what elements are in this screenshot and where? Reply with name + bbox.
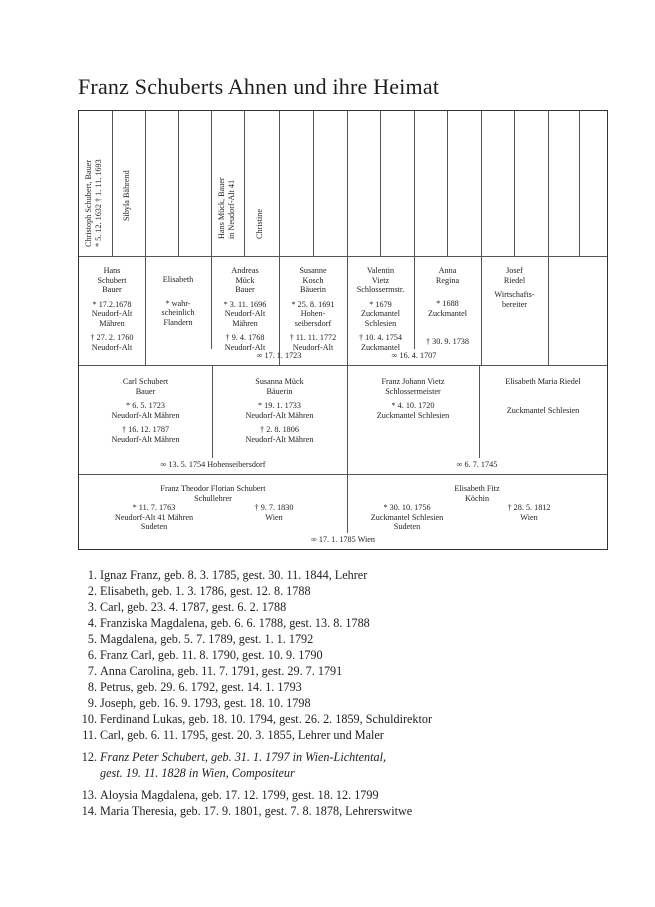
- col-divider: [548, 256, 549, 365]
- item-text: gest. 19. 11. 1828 in Wien, Compositeur: [100, 766, 295, 780]
- text-line: Neudorf-Alt Mähren: [245, 410, 314, 420]
- name-line: Hans Mück, Bauer: [217, 177, 226, 239]
- text-line: Elisabeth Fitz: [454, 484, 500, 493]
- col-divider: [347, 111, 348, 256]
- list-item-franz-peter: [78, 749, 432, 765]
- col-divider: [145, 111, 146, 256]
- list-item: [78, 695, 432, 711]
- text-line: Andreas: [231, 266, 259, 275]
- text-line: bereiter: [502, 299, 527, 309]
- person-elisabeth: [145, 275, 211, 327]
- list-item: [78, 663, 432, 679]
- ancestor-sibyla-bahrend: [122, 170, 132, 221]
- text-line: † 9. 7. 1830: [254, 503, 294, 512]
- list-item: [78, 727, 432, 743]
- item-text: Franz Peter Schubert, geb. 31. 1. 1797 in Wien-Lichtental,: [100, 750, 387, 764]
- text-line: Bauer: [102, 285, 122, 294]
- text-line: Flandern: [163, 317, 193, 327]
- text-line: Vietz: [371, 275, 390, 285]
- text-line: * 25. 8. 1691: [291, 299, 335, 309]
- text-line: Neudorf-Alt Mähren: [111, 434, 180, 444]
- list-item: [78, 615, 432, 631]
- text-line: Susanne: [299, 266, 327, 275]
- text-line: * wahr-: [165, 298, 191, 308]
- text-line: Valentin: [366, 266, 395, 275]
- ancestor-christine: [255, 209, 265, 239]
- children-list: [78, 567, 432, 819]
- row-divider: [79, 256, 607, 257]
- item-number: 2.: [87, 584, 97, 598]
- text-line: Mück: [235, 275, 255, 285]
- list-item: [78, 711, 432, 727]
- text-line: * 1679: [369, 299, 392, 309]
- person-susanna-muck: [212, 377, 347, 444]
- text-line: Hans: [103, 266, 121, 275]
- text-line: Elisabeth Maria Riedel: [505, 377, 581, 386]
- text-line: seibersdorf: [294, 318, 332, 328]
- list-item: [78, 679, 432, 695]
- text-line: Schullehrer: [194, 493, 232, 503]
- person-elisabeth-fitz: [347, 484, 607, 503]
- text-line: Zuckmantel: [360, 309, 401, 318]
- col-divider: [279, 111, 280, 256]
- list-item: [78, 567, 432, 583]
- text-line: Mähren: [99, 318, 125, 328]
- col-divider: [244, 111, 245, 256]
- text-line: † 16. 12. 1787: [121, 425, 170, 434]
- list-item: [78, 803, 432, 819]
- col-divider: [380, 111, 381, 256]
- text-line: Mähren: [232, 318, 258, 328]
- text-line: Bauer: [135, 386, 156, 396]
- item-number: 14.: [81, 804, 97, 818]
- text-line: Zuckmantel: [360, 342, 401, 352]
- item-text: Aloysia Magdalena, geb. 17. 12. 1799, gest. 18. 12. 1799: [100, 788, 379, 802]
- item-text: Anna Carolina, geb. 11. 7. 1791, gest. 29. 7. 1791: [100, 664, 343, 678]
- text-line: Bäuerin: [266, 386, 293, 396]
- person-hans-schubert: [79, 266, 145, 352]
- list-item: [78, 631, 432, 647]
- text-line: Franz Johann Vietz: [381, 377, 445, 386]
- text-line: * 19. 1. 1733: [258, 401, 301, 410]
- col-divider: [514, 111, 515, 256]
- franz-theodor-birth: [79, 503, 229, 532]
- list-item-continuation: [78, 765, 432, 781]
- elisabeth-fitz-death: [479, 503, 579, 522]
- item-number: 4.: [87, 616, 97, 630]
- text-line: Neudorf-Alt Mähren: [245, 434, 314, 444]
- text-line: * 17.2.1678: [92, 299, 132, 309]
- item-number: 3.: [87, 600, 97, 614]
- item-number: 8.: [87, 680, 97, 694]
- text-line: * 1688: [436, 299, 459, 308]
- text-line: Neudorf-Alt: [91, 309, 133, 318]
- item-text: Ignaz Franz, geb. 8. 3. 1785, gest. 30. 11. 1844, Lehrer: [100, 568, 368, 582]
- marriage-date: ∞ 16. 4. 1707: [391, 351, 437, 360]
- text-line: Zuckmantel Schlesien: [376, 410, 450, 420]
- text-line: Hohen-: [300, 309, 326, 318]
- item-number: 12.: [81, 750, 97, 764]
- text-line: Köchin: [464, 493, 490, 503]
- text-line: Neudorf-Alt: [224, 342, 266, 352]
- item-text: Maria Theresia, geb. 17. 9. 1801, gest. 7. 8. 1878, Lehrerswitwe: [100, 804, 413, 818]
- text-line: Bäuerin: [300, 285, 326, 294]
- text-line: Schlossermstr.: [356, 285, 405, 294]
- person-valentin-vietz: [347, 266, 414, 352]
- text-line: Zuckmantel: [427, 308, 468, 318]
- dates-line: * 5. 12. 1632 † 1. 11. 1693: [94, 159, 103, 247]
- text-line: Neudorf-Alt: [91, 342, 133, 352]
- text-line: Zuckmantel Schlesien: [370, 512, 444, 522]
- col-divider: [414, 111, 415, 256]
- item-text: Magdalena, geb. 5. 7. 1789, gest. 1. 1. 1792: [100, 632, 314, 646]
- person-andreas-muck: [211, 266, 279, 352]
- text-line: Zuckmantel Schlesien: [506, 405, 580, 415]
- item-number: 9.: [87, 696, 97, 710]
- text-line: Neudorf-Alt 41 Mähren: [114, 512, 194, 522]
- item-text: Joseph, geb. 16. 9. 1793, gest. 18. 10. 1798: [100, 696, 311, 710]
- text-line: Elisabeth: [162, 275, 194, 284]
- text-line: * 4. 10. 1720: [391, 401, 435, 410]
- text-line: scheinlich: [161, 308, 195, 317]
- col-divider: [579, 111, 580, 256]
- person-carl-schubert: [79, 377, 212, 444]
- place-line: in Neudorf-Alt 41: [227, 179, 236, 239]
- item-number: 11.: [82, 728, 97, 742]
- item-text: Carl, geb. 6. 11. 1795, gest. 20. 3. 1855, Lehrer und Maler: [100, 728, 384, 742]
- text-line: Bauer: [235, 285, 255, 294]
- name-line: Sibyla Bährend: [122, 170, 131, 221]
- elisabeth-fitz-birth: [347, 503, 467, 532]
- item-text: Petrus, geb. 29. 6. 1792, gest. 14. 1. 1793: [100, 680, 302, 694]
- text-line: Riedel: [503, 275, 526, 285]
- item-text: Carl, geb. 23. 4. 1787, gest. 6. 2. 1788: [100, 600, 287, 614]
- list-item: [78, 583, 432, 599]
- text-line: Carl Schubert: [122, 377, 169, 386]
- item-text: Elisabeth, geb. 1. 3. 1786, gest. 12. 8. 1788: [100, 584, 311, 598]
- text-line: Kosch: [302, 275, 324, 285]
- ancestry-chart: [78, 110, 608, 550]
- item-number: 5.: [87, 632, 97, 646]
- person-franz-johann-vietz: [347, 377, 479, 420]
- item-number: 1.: [87, 568, 97, 582]
- person-elisabeth-maria-riedel: [479, 377, 607, 415]
- item-text: Ferdinand Lukas, geb. 18. 10. 1794, gest. 26. 2. 1859, Schuldirektor: [100, 712, 433, 726]
- col-divider: [313, 111, 314, 256]
- item-number: 10.: [81, 712, 97, 726]
- text-line: Wien: [265, 512, 283, 522]
- list-item: [78, 647, 432, 663]
- marriage-date: ∞ 13. 5. 1754 Hohenseibersdorf: [160, 460, 266, 469]
- item-text: Franz Carl, geb. 11. 8. 1790, gest. 10. 9. 1790: [100, 648, 323, 662]
- item-text: Franziska Magdalena, geb. 6. 6. 1788, gest. 13. 8. 1788: [100, 616, 370, 630]
- text-line: * 30. 10. 1756: [383, 503, 431, 512]
- text-line: * 3. 11. 1696: [223, 299, 267, 309]
- text-line: † 9. 4. 1768: [225, 333, 265, 342]
- ancestor-christoph-schubert: [84, 159, 104, 247]
- text-line: † 11. 11. 1772: [289, 333, 337, 342]
- text-line: † 30. 9. 1738: [426, 337, 469, 346]
- text-line: Josef: [506, 266, 523, 275]
- marriage-date: ∞ 6. 7. 1745: [456, 460, 498, 469]
- text-line: Wirtschafts-: [494, 290, 535, 299]
- text-line: Susanna Mück: [255, 377, 304, 386]
- col-divider: [178, 111, 179, 256]
- page-title: Franz Schuberts Ahnen und ihre Heimat: [78, 74, 440, 99]
- marriage-date: ∞ 17. 1. 1785 Wien: [310, 535, 376, 544]
- list-item: [78, 599, 432, 615]
- name-line: Christoph Schubert, Bauer: [84, 159, 93, 247]
- person-susanne-kosch: [279, 266, 347, 352]
- text-line: † 28. 5. 1812: [507, 503, 551, 512]
- item-number: 7.: [87, 664, 97, 678]
- ancestor-hans-muck: [217, 177, 237, 239]
- person-anna-regina: [414, 266, 481, 347]
- row-divider: [79, 365, 607, 366]
- text-line: Neudorf-Alt Mähren: [111, 410, 180, 420]
- text-line: Sudeten: [140, 522, 168, 531]
- col-divider: [548, 111, 549, 256]
- person-franz-theodor-schubert: [79, 484, 347, 503]
- col-divider: [211, 111, 212, 256]
- text-line: * 6. 5. 1723: [126, 401, 165, 410]
- franz-theodor-death: [229, 503, 319, 522]
- text-line: Schlesien: [364, 318, 397, 328]
- text-line: Schubert: [97, 275, 127, 285]
- text-line: Neudorf-Alt: [224, 309, 266, 318]
- text-line: † 27. 2. 1760: [90, 333, 134, 342]
- text-line: Wien: [520, 512, 538, 522]
- text-line: Regina: [435, 275, 460, 285]
- col-divider: [481, 111, 482, 256]
- text-line: † 10. 4. 1754: [359, 333, 402, 342]
- col-divider: [447, 111, 448, 256]
- person-josef-riedel: [481, 266, 548, 309]
- text-line: * 11. 7. 1763: [132, 503, 176, 512]
- list-item: [78, 787, 432, 803]
- col-divider: [112, 111, 113, 256]
- row-divider: [79, 474, 607, 475]
- marriage-date: ∞ 17. 1. 1723: [256, 351, 302, 360]
- name-line: Christine: [255, 208, 264, 239]
- item-number: 6.: [87, 648, 97, 662]
- text-line: † 2. 8. 1806: [260, 425, 299, 434]
- text-line: Neudorf-Alt: [292, 342, 334, 352]
- item-number: 13.: [81, 788, 97, 802]
- text-line: Schlossermeister: [385, 386, 441, 396]
- text-line: Franz Theodor Florian Schubert: [160, 484, 266, 493]
- text-line: Sudeten: [393, 522, 421, 531]
- text-line: Anna: [438, 266, 457, 275]
